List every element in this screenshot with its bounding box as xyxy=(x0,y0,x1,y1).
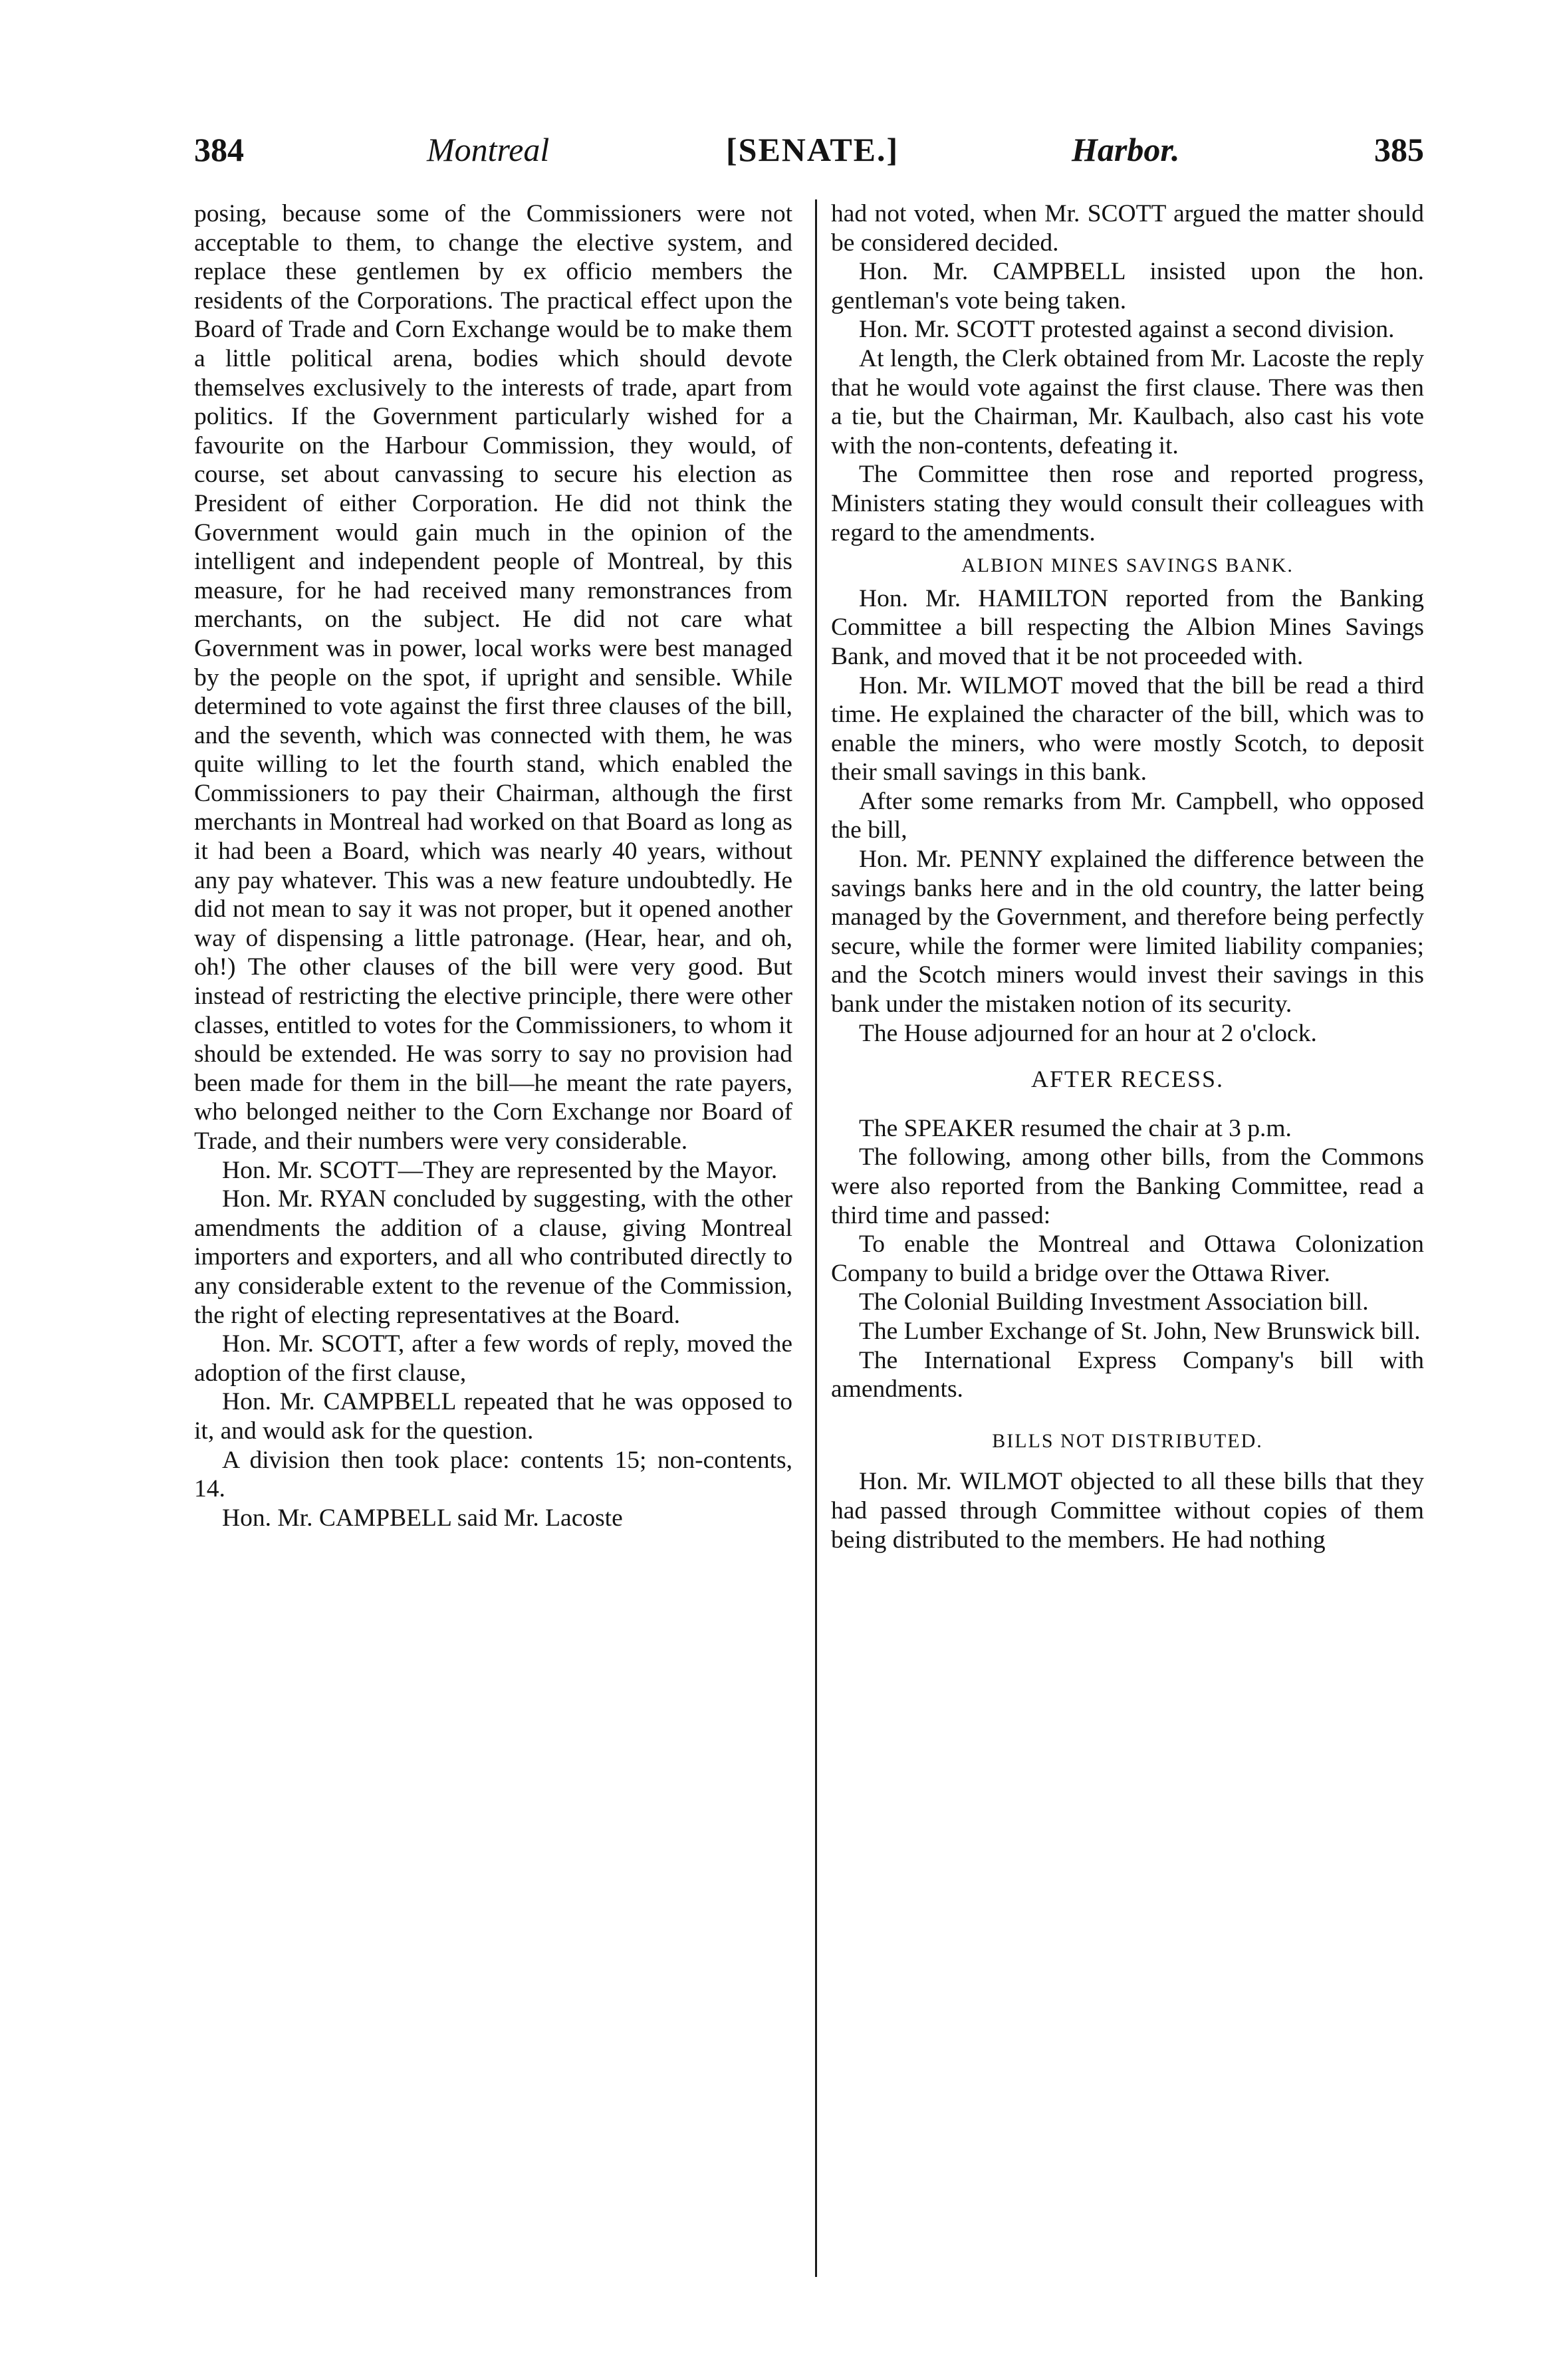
paragraph: Hon. Mr. SCOTT protested against a second division. xyxy=(859,316,1395,344)
paragraph: Hon. Mr. RYAN concluded by suggesting, with the other amendments the addition of a clause, giving Montreal importers and exporters, and all who contributed directly to any considerable extent to the revenue of the Commission, the right of electing representatives at the Board. xyxy=(194,1185,792,1329)
center-running-title: [SENATE.] xyxy=(726,131,899,168)
paragraph: The Colonial Building Investment Association bill. xyxy=(859,1288,1369,1316)
paragraph: The International Express Company's bill with amendments. xyxy=(831,1346,1424,1403)
paragraph: After some remarks from Mr. Campbell, who opposed the bill, xyxy=(831,787,1424,844)
right-page-number: 385 xyxy=(1374,131,1424,168)
paragraph: Hon. Mr. WILMOT objected to all these bills that they had passed through Committee without copies of them being distributed to the members. He had nothing xyxy=(831,1468,1424,1554)
column-divider xyxy=(815,199,817,2277)
right-running-title: Harbor. xyxy=(1072,131,1180,168)
paragraph: The Committee then rose and reported progress, Ministers stating they would consult their colleagues with regard to the amendments. xyxy=(831,461,1424,546)
paragraph: The following, among other bills, from the Commons were also reported from the Banking Committee, read a third time and passed: xyxy=(831,1143,1424,1229)
section-heading-bills: BILLS NOT DISTRIBUTED. xyxy=(992,1429,1263,1452)
paragraph: posing, because some of the Commissioners were not acceptable to them, to change the elective system, and replace these gentlemen by ex officio members the residents of the Corporations. The practical effect upon the Board of Trade and Corn Exchange would be to make them a little political arena, bodies which should devote themselves exclusively to the interests of trade, apart from politics. If the Government particularly wished for a favourite on the Harbour Commission, they would, of course, set about canvassing to secure his election as President of either Corporation. He did not think the Government would gain much in the opinion of the intelligent and independent people of Montreal, by this measure, for he had received many remonstrances from merchants, on the subject. He did not care what Government was in power, local works were best managed by the people on the spot, if upright and sensible. While determined to vote against the first three clauses of the bill, and the seventh, which was connected with them, he was quite willing to let the fourth stand, which enabled the Commissioners to pay their Chairman, although the first merchants in Montreal had worked on that Board as long as it had been a Board, which was nearly 40 years, without any pay whatever. This was a new feature undoubtedly. He did not mean to say it was not proper, but it opened another way of dispensing a little patronage. (Hear, hear, and oh, oh!) The other clauses of the bill were very good. But instead of restricting the elective principle, there were other classes, entitled to votes for the Commissioners, to whom it should be extended. He was sorry to say no provision had been made for them in the bill—he meant the rate payers, who belonged neither to the Corn Exchange nor Board of Trade, and their numbers were very considerable. xyxy=(194,200,792,1155)
paragraph: Hon. Mr. PENNY explained the difference between the savings banks here and in the old country, the latter being managed by the Government, and therefore being perfectly secure, while the former were limited liability companies; and the Scotch miners would invest their savings in this bank under the mistaken notion of its security. xyxy=(831,846,1424,1018)
paragraph: Hon. Mr. CAMPBELL repeated that he was opposed to it, and would ask for the question. xyxy=(194,1388,792,1445)
paragraph: Hon. Mr. WILMOT moved that the bill be read a third time. He explained the character of the bill, which was to enable the miners, who were mostly Scotch, to deposit their small savings in this bank. xyxy=(831,671,1424,786)
section-heading-albion: ALBION MINES SAVINGS BANK. xyxy=(961,554,1294,577)
right-column xyxy=(831,199,1424,1554)
left-running-title: Montreal xyxy=(427,131,550,168)
paragraph: Hon. Mr. HAMILTON reported from the Banking Committee a bill respecting the Albion Mines Savings Bank, and moved that it be not proceeded with. xyxy=(831,584,1424,670)
left-page-number: 384 xyxy=(194,131,244,168)
paragraph: had not voted, when Mr. SCOTT argued the matter should be considered decided. xyxy=(831,200,1424,257)
paragraph: At length, the Clerk obtained from Mr. Lacoste the reply that he would vote against the first clause. There was then a tie, but the Chairman, Mr. Kaulbach, also cast his vote with the non-contents, defeating it. xyxy=(831,344,1424,459)
paragraph: A division then took place: contents 15; non-contents, 14. xyxy=(194,1446,792,1503)
page-header xyxy=(194,130,1424,190)
paragraph: The SPEAKER resumed the chair at 3 p.m. xyxy=(859,1114,1292,1142)
section-heading-recess: AFTER RECESS. xyxy=(1030,1066,1225,1093)
left-column xyxy=(194,199,792,1532)
paragraph: Hon. Mr. SCOTT—They are represented by the Mayor. xyxy=(222,1156,778,1184)
paragraph: Hon. Mr. CAMPBELL insisted upon the hon. gentleman's vote being taken. xyxy=(831,258,1424,314)
paragraph: The House adjourned for an hour at 2 o'clock. xyxy=(859,1019,1317,1047)
paragraph: Hon. Mr. SCOTT, after a few words of reply, moved the adoption of the first clause, xyxy=(194,1330,792,1387)
paragraph: To enable the Montreal and Ottawa Colonization Company to build a bridge over the Ottawa River. xyxy=(831,1231,1424,1287)
paragraph: Hon. Mr. CAMPBELL said Mr. Lacoste xyxy=(222,1504,623,1532)
paragraph: The Lumber Exchange of St. John, New Brunswick bill. xyxy=(859,1317,1421,1345)
